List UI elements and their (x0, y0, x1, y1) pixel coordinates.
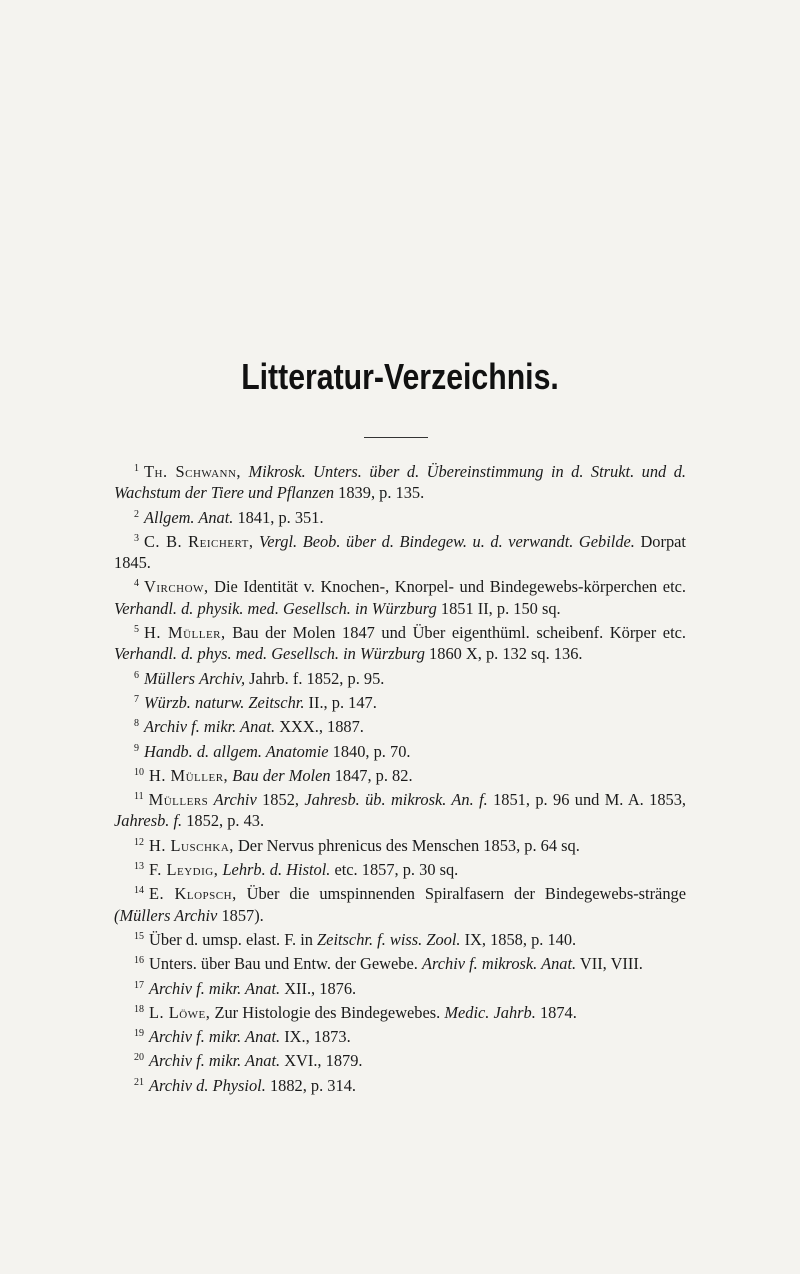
reference-entry (114, 689, 686, 713)
reference-text: Zur Histologie des Bindegewebes. (210, 1002, 445, 1022)
reference-publication: Jahrb. f. 1852, p. 95. (245, 668, 385, 688)
reference-entry (114, 619, 686, 665)
reference-publication: 1847, p. 82. (330, 765, 413, 785)
reference-entry (114, 573, 686, 619)
reference-number: 17 (134, 979, 144, 991)
reference-number: 8 (134, 718, 139, 730)
reference-work: Jahresb. üb. mikrosk. An. f. (304, 790, 488, 810)
reference-publication: 1852, (256, 790, 305, 810)
reference-number: 14 (134, 885, 144, 897)
reference-author: Müllers (148, 790, 209, 810)
reference-entry (114, 950, 686, 974)
reference-work: Archiv (213, 790, 257, 810)
reference-work: Jahresb. f. (114, 811, 183, 831)
reference-publication: 1839, p. 135. (334, 483, 425, 503)
reference-author: F. Leydig, (149, 860, 219, 880)
reference-publication: Dorpat 1845. (114, 531, 686, 573)
reference-text: Über die umspinnenden Spiralfasern der Bindegewebs-stränge (236, 884, 686, 904)
reference-publication: 1851, p. 96 und M. A. 1853, (487, 790, 686, 810)
reference-publication: XXX., 1887. (275, 717, 364, 737)
reference-publication: XVI., 1879. (280, 1051, 363, 1071)
reference-publication: 1882, p. 314. (265, 1075, 356, 1095)
reference-work: (Müllers Archiv (114, 905, 218, 925)
reference-number: 18 (134, 1003, 144, 1015)
reference-number: 3 (134, 532, 139, 544)
reference-author: Th. Schwann, (144, 462, 242, 481)
reference-author: H. Müller, (144, 623, 226, 643)
reference-number: 6 (134, 669, 139, 681)
reference-number: 20 (134, 1052, 144, 1064)
reference-work: Würzb. naturw. Zeitschr. (144, 692, 305, 712)
reference-work: Archiv f. mikr. Anat. (149, 1051, 281, 1071)
reference-publication: 1851 II, p. 150 sq. (436, 598, 561, 618)
reference-publication: 1874. (535, 1002, 577, 1022)
reference-number: 13 (134, 861, 144, 873)
reference-entry (114, 786, 686, 832)
reference-entry (114, 926, 686, 950)
reference-author: E. Klopsch, (149, 884, 237, 904)
reference-publication: XII., 1876. (280, 978, 357, 998)
reference-entry (114, 832, 686, 856)
reference-entry (114, 999, 686, 1023)
reference-publication: VII, VIII. (576, 954, 643, 974)
reference-work: Bau der Molen (232, 765, 331, 785)
reference-work: Medic. Jahrb. (444, 1002, 536, 1022)
reference-work: Handb. d. allgem. Anatomie (144, 741, 329, 761)
reference-publication: 1840, p. 70. (328, 741, 411, 761)
reference-entry (114, 738, 686, 762)
title-divider (364, 437, 428, 438)
reference-entry (114, 504, 686, 528)
reference-number: 4 (134, 578, 139, 590)
reference-work: Verhandl. d. physik. med. Gesellsch. in Würzburg (114, 598, 437, 618)
reference-publication: IX., 1873. (280, 1027, 351, 1047)
reference-work: Vergl. Beob. über d. Bindegew. u. d. verwandt. Gebilde. (259, 531, 635, 551)
reference-text: Über d. umsp. elast. F. in (149, 929, 318, 949)
reference-work: Archiv f. mikr. Anat. (149, 978, 281, 998)
reference-work: Archiv d. Physiol. (149, 1075, 266, 1095)
reference-number: 7 (134, 693, 139, 705)
reference-author: C. B. Reichert, (144, 531, 254, 551)
reference-publication: IX, 1858, p. 140. (460, 929, 577, 949)
reference-author: L. Löwe, (149, 1002, 211, 1022)
reference-number: 15 (134, 930, 144, 942)
reference-entry (114, 880, 686, 926)
reference-publication: etc. 1857, p. 30 sq. (330, 860, 459, 880)
reference-entry (114, 1023, 686, 1047)
reference-entry (114, 665, 686, 689)
reference-author: Müllers (144, 668, 195, 688)
reference-entry (114, 1072, 686, 1096)
reference-number: 11 (134, 791, 144, 803)
reference-text: Der Nervus phrenicus des Menschen 1853, p. 64 sq. (233, 835, 580, 855)
reference-number: 19 (134, 1028, 144, 1040)
reference-entry (114, 856, 686, 880)
reference-list (114, 458, 686, 1096)
reference-text: Die Identität v. Knochen-, Knorpel- und Bindegewebs-körperchen etc. (208, 577, 686, 597)
reference-entry (114, 1047, 686, 1071)
reference-number: 21 (134, 1076, 144, 1088)
reference-work: Archiv f. mikrosk. Anat. (421, 954, 577, 974)
reference-work: Archiv, (199, 668, 246, 688)
reference-work: Lehrb. d. Histol. (222, 860, 331, 880)
reference-author: Virchow, (144, 577, 209, 597)
reference-work: Verhandl. d. phys. med. Gesellsch. in Würzburg (114, 644, 425, 664)
reference-publication: 1852, p. 43. (182, 811, 265, 831)
reference-number: 5 (134, 624, 139, 636)
reference-entry (114, 713, 686, 737)
reference-number: 1 (134, 463, 139, 474)
page-title: Litteratur-Verzeichnis. (241, 356, 559, 397)
reference-entry (114, 528, 686, 574)
reference-entry (114, 762, 686, 786)
reference-work: Zeitschr. f. wiss. Zool. (317, 929, 461, 949)
reference-author: H. Luschka, (149, 835, 234, 855)
reference-number: 10 (134, 766, 144, 778)
reference-entry (114, 975, 686, 999)
reference-entry (114, 458, 686, 504)
reference-number: 12 (134, 836, 144, 848)
reference-publication: 1841, p. 351. (233, 507, 324, 527)
reference-author: H. Müller, (149, 765, 229, 785)
reference-number: 9 (134, 742, 139, 754)
reference-work: Mikrosk. Unters. über d. Übereinstimmung in d. Strukt. und d. Wachstum der Tiere und Pflanzen (114, 462, 686, 503)
reference-publication: II., p. 147. (304, 692, 377, 712)
reference-text: Bau der Molen 1847 und Über eigenthüml. scheibenf. Körper etc. (225, 623, 686, 643)
reference-work: Archiv f. mikr. Anat. (144, 717, 276, 737)
reference-work: Archiv f. mikr. Anat. (149, 1027, 281, 1047)
reference-text: Unters. über Bau und Entw. der Gewebe. (149, 954, 422, 974)
reference-number: 16 (134, 955, 144, 967)
reference-number: 2 (134, 508, 139, 520)
reference-publication: 1860 X, p. 132 sq. 136. (424, 644, 583, 664)
reference-work: Allgem. Anat. (144, 507, 234, 527)
reference-publication: 1857). (217, 905, 264, 925)
